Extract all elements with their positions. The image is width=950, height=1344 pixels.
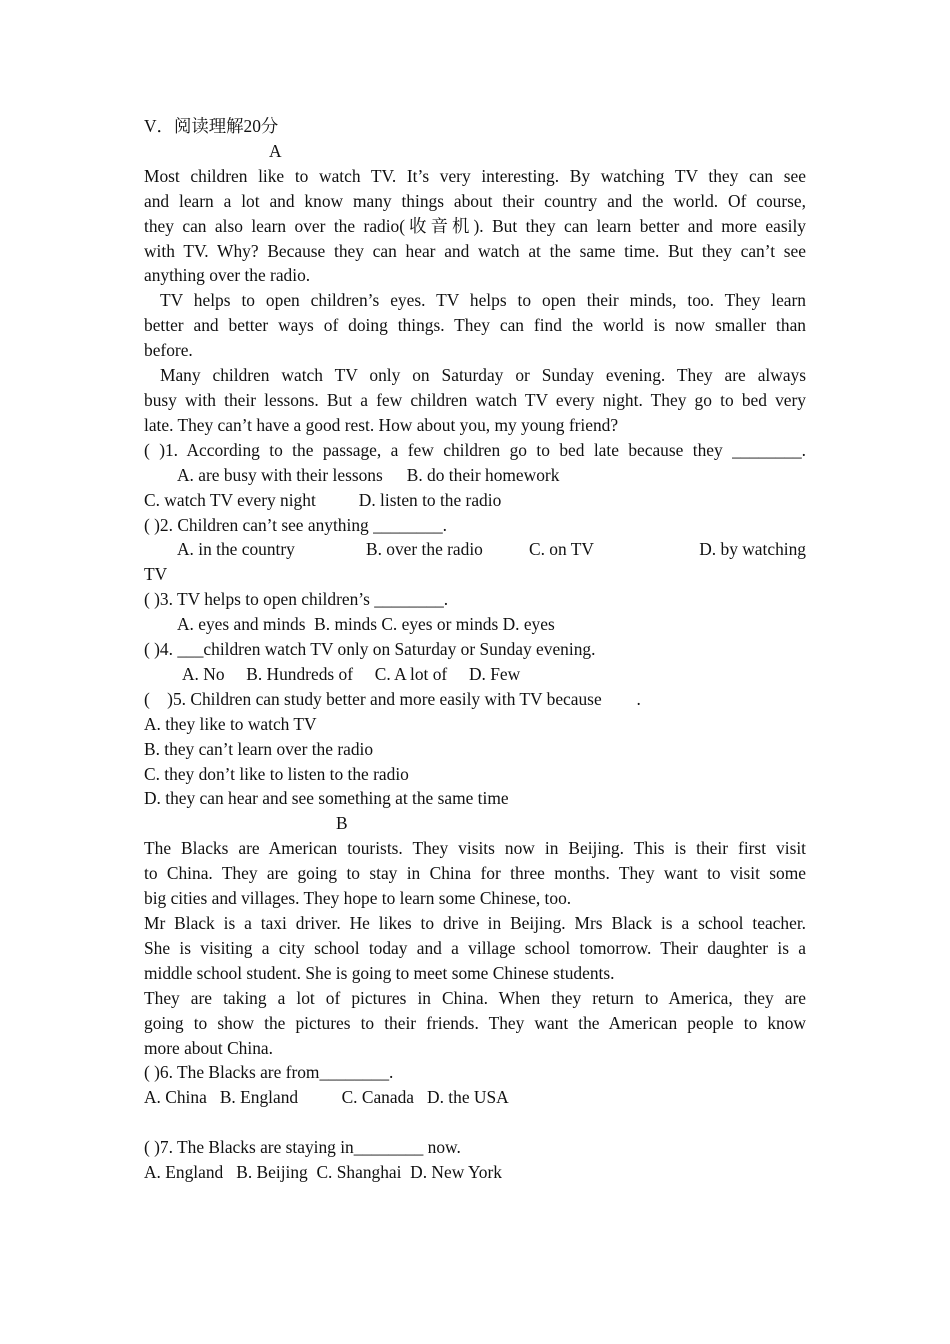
question-stem: ( )3. TV helps to open children’s ________. <box>144 589 449 610</box>
option-a: A. they like to watch TV <box>144 713 317 734</box>
passage-b-line: big cities and villages. They hope to learn some Chinese, too. <box>144 888 572 909</box>
option-d: D. listen to the radio <box>358 489 502 510</box>
passage-a-line: busy with their lessons. But a few children watch TV every night. They go to bed very <box>144 389 806 410</box>
question-options <box>144 463 806 488</box>
option-b: B. they can’t learn over the radio <box>144 738 374 759</box>
question-stem: ( )2. Children can’t see anything ________. <box>144 514 447 535</box>
question-7 <box>144 1135 806 1185</box>
question-options: A. eyes and minds B. minds C. eyes or minds D. eyes <box>177 614 555 635</box>
passage-a-line: anything over the radio. <box>144 265 311 286</box>
passage-a-label: A <box>269 140 282 161</box>
passage-b-line: The Blacks are American tourists. They visits now in Beijing. This is their first visit <box>144 838 806 859</box>
passage-b-line: They are taking a lot of pictures in China. When they return to America, they are <box>144 987 806 1008</box>
passage-b-line: to China. They are going to stay in China for three months. They want to visit some <box>144 863 806 884</box>
passage-b <box>144 836 806 1060</box>
passage-a-line: Many children watch TV only on Saturday or Sunday evening. They are always <box>160 365 806 386</box>
question-stem: ( )4. ___children watch TV only on Saturday or Sunday evening. <box>144 639 596 660</box>
option-c: C. they don’t like to listen to the radio <box>144 763 409 784</box>
passage-b-line: Mr Black is a taxi driver. He likes to drive in Beijing. Mrs Black is a school teacher. <box>144 913 806 933</box>
question-options <box>144 488 806 513</box>
option-b: B. over the radio <box>366 539 483 560</box>
question-stem: ( )5. Children can study better and more easily with TV because . <box>144 688 641 709</box>
section-title: V．阅读理解20分 <box>144 116 279 136</box>
question-5 <box>144 687 806 812</box>
option-b: B. do their homework <box>406 464 560 485</box>
option-a: A. are busy with their lessons <box>177 464 383 485</box>
question-options: A. England B. Beijing C. Shanghai D. New York <box>144 1162 502 1183</box>
question-options: A. China B. England C. Canada D. the USA <box>144 1087 509 1108</box>
passage-a-line: and learn a lot and know many things about their country and the world. Of course, <box>144 190 806 211</box>
question-stem: ( )1. According to the passage, a few children go to bed late because they ________. <box>144 439 806 460</box>
passage-a-line: they can also learn over the radio(收音机). But they can learn better and more easily <box>144 215 806 236</box>
passage-b-line: She is visiting a city school today and a village school tomorrow. Their daughter is a <box>144 937 806 958</box>
question-stem: ( )6. The Blacks are from________. <box>144 1062 394 1083</box>
option-a: A. in the country <box>177 539 295 560</box>
passage-a-line: before. <box>144 340 193 361</box>
option-d: D. by watching <box>699 539 806 560</box>
question-4 <box>144 637 806 687</box>
passage-b-line: going to show the pictures to their friends. They want the American people to know <box>144 1012 806 1033</box>
question-3 <box>144 587 806 637</box>
passage-a-line: Most children like to watch TV. It’s very interesting. By watching TV they can see <box>144 165 806 186</box>
spacer <box>144 1110 806 1135</box>
passage-a-line: better and better ways of doing things. They can find the world is now smaller than <box>144 315 806 336</box>
passage-a <box>144 164 806 438</box>
passage-b-line: more about China. <box>144 1037 273 1058</box>
question-stem: ( )7. The Blacks are staying in________ now. <box>144 1137 461 1158</box>
question-2 <box>144 513 806 588</box>
option-d-wrap: TV <box>144 564 168 585</box>
option-d: D. they can hear and see something at the same time <box>144 788 509 809</box>
option-c: C. on TV <box>529 539 594 560</box>
question-1 <box>144 438 806 513</box>
question-options <box>144 537 806 562</box>
worksheet-page <box>144 114 806 1185</box>
question-options: A. No B. Hundreds of C. A lot of D. Few <box>182 663 521 684</box>
option-c: C. watch TV every night <box>144 489 316 510</box>
passage-b-label: B <box>336 813 348 834</box>
passage-a-line: TV helps to open children’s eyes. TV helps to open their minds, too. They learn <box>160 290 806 311</box>
passage-a-line: with TV. Why? Because they can hear and watch at the same time. But they can’t see <box>144 240 806 261</box>
passage-b-line: middle school student. She is going to meet some Chinese students. <box>144 962 615 983</box>
question-6 <box>144 1060 806 1110</box>
passage-a-line: late. They can’t have a good rest. How about you, my young friend? <box>144 414 619 435</box>
